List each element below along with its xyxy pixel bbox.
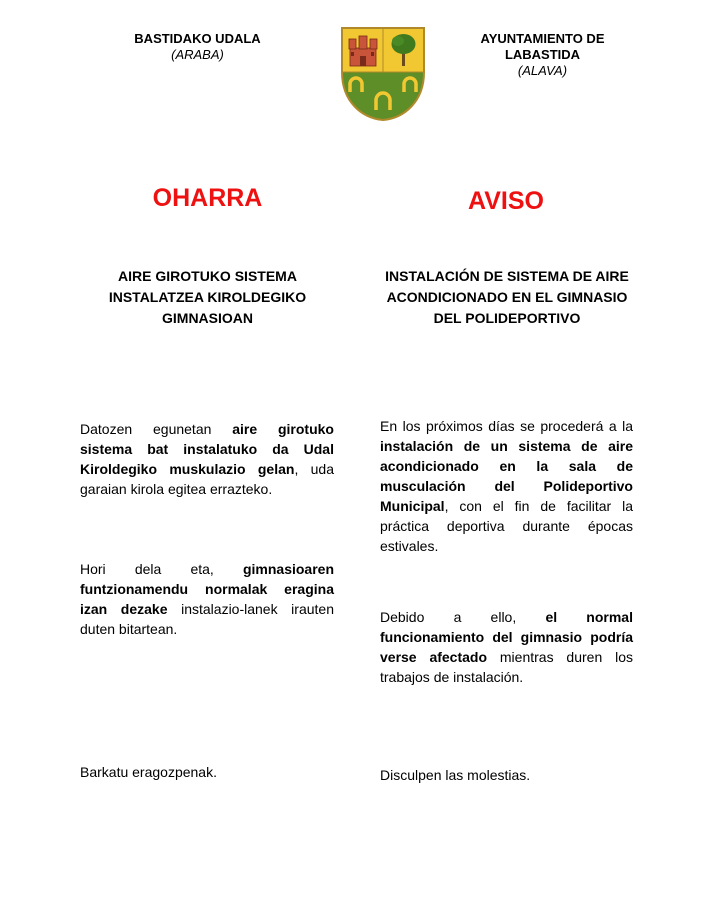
- notice-title-spanish: AVISO: [468, 187, 544, 215]
- apology-spanish: Disculpen las molestias.: [380, 767, 531, 783]
- municipality-name-basque: BASTIDAKO UDALA: [134, 31, 261, 46]
- paragraph-2-basque: Hori dela eta, gimnasioaren funtzionamendu normalak eragina izan dezake instalazio-lanek irauten duten bitartean.: [80, 561, 334, 637]
- notice-subtitle-basque: AIRE GIROTUKO SISTEMA INSTALATZEA KIROLDEGIKO GIMNASIOAN: [108, 268, 307, 326]
- header-right: [455, 31, 630, 79]
- province-name-spanish: (ALAVA): [517, 63, 568, 78]
- paragraph-2-spanish: Debido a ello, el normal funcionamiento del gimnasio podría verse afectado mientras duren los trabajos de instalación.: [380, 609, 633, 685]
- paragraph-1-spanish: En los próximos días se procederá a la instalación de un sistema de aire acondicionado en la sala de musculación del Polideportivo Municipal, con el fin de facilitar la práctica deportiva durante épocas estivales.: [380, 418, 633, 554]
- paragraph-1-basque: Datozen egunetan aire girotuko sistema bat instalatuko da Udal Kiroldegiko muskulazio gelan, uda garaian kirola egitea errazteko.: [80, 421, 334, 497]
- header-left: [110, 31, 285, 63]
- province-name-basque: (ARABA): [171, 47, 224, 62]
- notice-title-basque: OHARRA: [152, 184, 263, 212]
- coat-of-arms-icon: [340, 26, 426, 122]
- notice-subtitle-spanish: INSTALACIÓN DE SISTEMA DE AIRE ACONDICIONADO EN EL GIMNASIO DEL POLIDEPORTIVO: [385, 268, 629, 326]
- municipality-name-spanish: AYUNTAMIENTO DE LABASTIDA: [480, 31, 605, 62]
- apology-basque: Barkatu eragozpenak.: [80, 764, 217, 780]
